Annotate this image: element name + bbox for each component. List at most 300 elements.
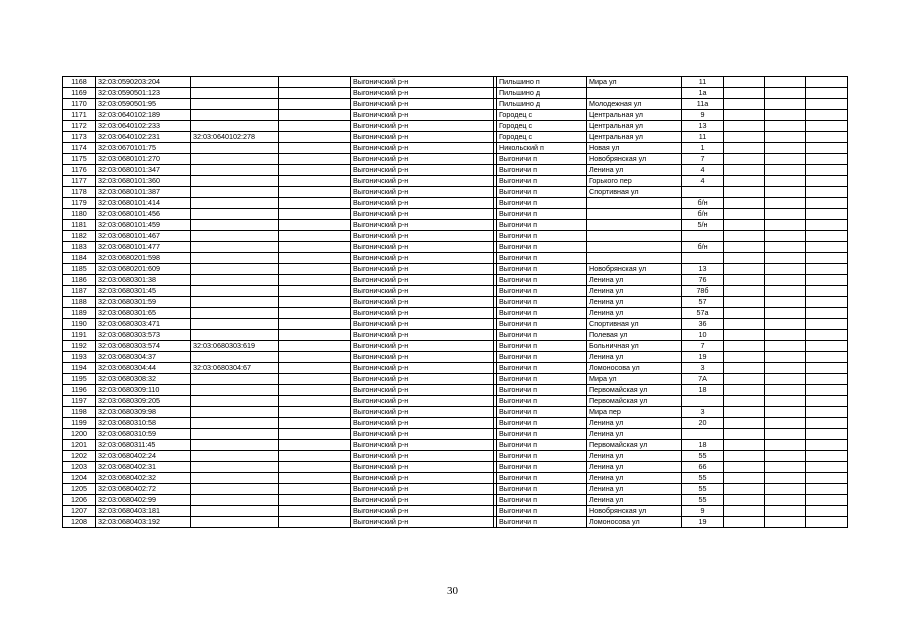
cell-row-number: 1182 [63,231,96,242]
cell-district: Выгоничский р-н [351,297,494,308]
cell-extra-col-3 [806,88,848,99]
cell-linked-cadastral-number [191,385,279,396]
cell-row-number: 1183 [63,242,96,253]
cell-extra-col-2 [765,176,806,187]
cell-extra-col-3 [806,407,848,418]
cell-settlement: Выгоничи п [497,385,587,396]
cell-street [587,198,682,209]
cell-district: Выгоничский р-н [351,484,494,495]
cell-settlement: Выгоничи п [497,187,587,198]
table-row [63,77,848,88]
table-row [63,341,848,352]
cell-settlement: Выгоничи п [497,341,587,352]
cell-blank-col [279,99,351,110]
cell-settlement: Выгоничи п [497,275,587,286]
cell-house-number [682,253,724,264]
cell-settlement: Выгоничи п [497,231,587,242]
cell-linked-cadastral-number [191,154,279,165]
cell-district: Выгоничский р-н [351,462,494,473]
cell-extra-col-3 [806,429,848,440]
cell-extra-col-3 [806,506,848,517]
cell-row-number: 1187 [63,286,96,297]
cell-street: Ленина ул [587,286,682,297]
cell-extra-col-1 [724,253,765,264]
cell-cadastral-number: 32:03:0680402:72 [96,484,191,495]
cell-cadastral-number: 32:03:0590501:95 [96,99,191,110]
cell-house-number: 55 [682,484,724,495]
cell-cadastral-number: 32:03:0680402:24 [96,451,191,462]
cell-district: Выгоничский р-н [351,154,494,165]
cell-street: Мира ул [587,374,682,385]
cell-linked-cadastral-number [191,176,279,187]
cell-extra-col-2 [765,506,806,517]
cell-settlement: Выгоничи п [497,253,587,264]
cell-house-number: 57а [682,308,724,319]
cell-linked-cadastral-number [191,165,279,176]
cell-cadastral-number: 32:03:0680301:59 [96,297,191,308]
cell-linked-cadastral-number [191,99,279,110]
cell-settlement: Пильшино д [497,88,587,99]
cell-extra-col-1 [724,220,765,231]
cell-extra-col-2 [765,495,806,506]
cell-extra-col-1 [724,352,765,363]
cell-street [587,253,682,264]
cell-blank-col [279,77,351,88]
cell-street: Ленина ул [587,275,682,286]
cell-blank-col [279,154,351,165]
cell-cadastral-number: 32:03:0680303:471 [96,319,191,330]
cell-extra-col-3 [806,231,848,242]
cell-linked-cadastral-number [191,209,279,220]
table-row [63,440,848,451]
table-row [63,88,848,99]
cell-district: Выгоничский р-н [351,209,494,220]
cell-house-number: 7А [682,374,724,385]
cell-extra-col-1 [724,440,765,451]
cell-district: Выгоничский р-н [351,242,494,253]
cell-extra-col-1 [724,187,765,198]
cell-extra-col-2 [765,88,806,99]
cell-extra-col-2 [765,385,806,396]
cell-cadastral-number: 32:03:0680101:456 [96,209,191,220]
cell-house-number: 4 [682,176,724,187]
cell-row-number: 1177 [63,176,96,187]
cell-linked-cadastral-number [191,308,279,319]
cell-settlement: Выгоничи п [497,209,587,220]
cell-cadastral-number: 32:03:0680101:467 [96,231,191,242]
cell-settlement: Выгоничи п [497,352,587,363]
cell-district: Выгоничский р-н [351,418,494,429]
cell-linked-cadastral-number [191,473,279,484]
cell-district: Выгоничский р-н [351,506,494,517]
cell-linked-cadastral-number [191,396,279,407]
cell-cadastral-number: 32:03:0680101:477 [96,242,191,253]
registry-table [62,76,848,528]
cell-linked-cadastral-number: 32:03:0680303:619 [191,341,279,352]
cell-street: Центральная ул [587,121,682,132]
cell-linked-cadastral-number [191,462,279,473]
cell-house-number: 3 [682,407,724,418]
cell-extra-col-2 [765,253,806,264]
cell-street: Мира ул [587,77,682,88]
cell-house-number: 11а [682,99,724,110]
cell-street: Новобрянская ул [587,506,682,517]
cell-cadastral-number: 32:03:0680101:270 [96,154,191,165]
table-row [63,220,848,231]
cell-extra-col-1 [724,121,765,132]
cell-extra-col-1 [724,330,765,341]
cell-extra-col-3 [806,517,848,528]
cell-extra-col-3 [806,275,848,286]
cell-row-number: 1169 [63,88,96,99]
cell-extra-col-1 [724,286,765,297]
table-row [63,319,848,330]
cell-extra-col-2 [765,286,806,297]
cell-extra-col-3 [806,132,848,143]
cell-settlement: Выгоничи п [497,473,587,484]
cell-row-number: 1172 [63,121,96,132]
cell-house-number: 13 [682,121,724,132]
cell-street: Ленина ул [587,495,682,506]
cell-house-number: 9 [682,506,724,517]
cell-row-number: 1191 [63,330,96,341]
cell-cadastral-number: 32:03:0590203:204 [96,77,191,88]
cell-extra-col-1 [724,495,765,506]
cell-extra-col-3 [806,374,848,385]
cell-street [587,209,682,220]
cell-settlement: Городец с [497,132,587,143]
table-row [63,198,848,209]
cell-street: Первомайская ул [587,440,682,451]
cell-blank-col [279,462,351,473]
cell-extra-col-2 [765,462,806,473]
cell-settlement: Выгоничи п [497,220,587,231]
cell-street: Ленина ул [587,473,682,484]
cell-street: Центральная ул [587,110,682,121]
cell-cadastral-number: 32:03:0680402:32 [96,473,191,484]
cell-extra-col-2 [765,484,806,495]
cell-extra-col-1 [724,517,765,528]
cell-house-number: 20 [682,418,724,429]
cell-row-number: 1179 [63,198,96,209]
table-row [63,264,848,275]
cell-district: Выгоничский р-н [351,451,494,462]
cell-extra-col-1 [724,110,765,121]
cell-extra-col-1 [724,209,765,220]
cell-house-number: 18 [682,385,724,396]
cell-extra-col-1 [724,264,765,275]
cell-extra-col-3 [806,165,848,176]
table-row [63,352,848,363]
cell-extra-col-3 [806,418,848,429]
cell-linked-cadastral-number [191,88,279,99]
cell-cadastral-number: 32:03:0680301:38 [96,275,191,286]
cell-street: Новая ул [587,143,682,154]
cell-settlement: Пильшино п [497,77,587,88]
cell-house-number: 66 [682,462,724,473]
cell-row-number: 1193 [63,352,96,363]
cell-linked-cadastral-number [191,77,279,88]
cell-house-number: 19 [682,352,724,363]
cell-street: Больничная ул [587,341,682,352]
cell-row-number: 1173 [63,132,96,143]
cell-extra-col-3 [806,121,848,132]
table-row [63,99,848,110]
cell-house-number: 36 [682,319,724,330]
cell-blank-col [279,143,351,154]
cell-extra-col-1 [724,99,765,110]
cell-district: Выгоничский р-н [351,143,494,154]
cell-street [587,231,682,242]
cell-extra-col-1 [724,506,765,517]
cell-house-number: 9 [682,110,724,121]
cell-district: Выгоничский р-н [351,352,494,363]
cell-extra-col-2 [765,165,806,176]
cell-street: Ленина ул [587,484,682,495]
cell-district: Выгоничский р-н [351,264,494,275]
cell-extra-col-1 [724,165,765,176]
cell-row-number: 1195 [63,374,96,385]
cell-row-number: 1206 [63,495,96,506]
cell-district: Выгоничский р-н [351,341,494,352]
cell-district: Выгоничский р-н [351,121,494,132]
cell-street [587,88,682,99]
page-number: 30 [447,585,458,597]
cell-linked-cadastral-number [191,297,279,308]
cell-cadastral-number: 32:03:0680301:65 [96,308,191,319]
cell-row-number: 1171 [63,110,96,121]
cell-house-number [682,396,724,407]
cell-linked-cadastral-number [191,451,279,462]
cell-extra-col-2 [765,451,806,462]
cell-house-number: 7 [682,341,724,352]
cell-district: Выгоничский р-н [351,440,494,451]
cell-street: Мира пер [587,407,682,418]
cell-district: Выгоничский р-н [351,176,494,187]
cell-district: Выгоничский р-н [351,517,494,528]
cell-cadastral-number: 32:03:0680308:32 [96,374,191,385]
cell-extra-col-3 [806,154,848,165]
cell-street: Ленина ул [587,462,682,473]
cell-linked-cadastral-number: 32:03:0680304:67 [191,363,279,374]
cell-cadastral-number: 32:03:0680101:387 [96,187,191,198]
cell-settlement: Выгоничи п [497,176,587,187]
cell-street: Ленина ул [587,297,682,308]
cell-house-number: 18 [682,440,724,451]
cell-extra-col-2 [765,132,806,143]
cell-settlement: Выгоничи п [497,165,587,176]
cell-extra-col-2 [765,440,806,451]
cell-row-number: 1197 [63,396,96,407]
table-row [63,407,848,418]
cell-cadastral-number: 32:03:0680309:98 [96,407,191,418]
cell-row-number: 1186 [63,275,96,286]
cell-extra-col-1 [724,143,765,154]
table-row [63,473,848,484]
cell-extra-col-3 [806,330,848,341]
cell-settlement: Выгоничи п [497,418,587,429]
cell-house-number: 7 [682,154,724,165]
cell-cadastral-number: 32:03:0680309:110 [96,385,191,396]
cell-settlement: Выгоничи п [497,319,587,330]
cell-row-number: 1201 [63,440,96,451]
cell-house-number: 11 [682,77,724,88]
cell-cadastral-number: 32:03:0640102:231 [96,132,191,143]
cell-extra-col-1 [724,418,765,429]
cell-house-number: 3 [682,363,724,374]
cell-extra-col-3 [806,253,848,264]
cell-house-number: 55 [682,473,724,484]
cell-extra-col-2 [765,154,806,165]
cell-row-number: 1190 [63,319,96,330]
cell-district: Выгоничский р-н [351,429,494,440]
cell-cadastral-number: 32:03:0680304:44 [96,363,191,374]
cell-blank-col [279,407,351,418]
cell-linked-cadastral-number [191,220,279,231]
cell-extra-col-3 [806,440,848,451]
cell-extra-col-2 [765,231,806,242]
table-row [63,132,848,143]
cell-district: Выгоничский р-н [351,495,494,506]
cell-blank-col [279,165,351,176]
cell-blank-col [279,319,351,330]
cell-street [587,220,682,231]
cell-cadastral-number: 32:03:0680301:45 [96,286,191,297]
cell-row-number: 1170 [63,99,96,110]
table-row [63,143,848,154]
cell-blank-col [279,187,351,198]
cell-house-number [682,429,724,440]
cell-street: Ленина ул [587,165,682,176]
cell-blank-col [279,253,351,264]
cell-house-number: 10 [682,330,724,341]
cell-extra-col-1 [724,484,765,495]
table-row [63,495,848,506]
cell-extra-col-1 [724,176,765,187]
cell-street: Спортивная ул [587,319,682,330]
cell-linked-cadastral-number [191,319,279,330]
cell-extra-col-2 [765,121,806,132]
cell-linked-cadastral-number [191,242,279,253]
cell-cadastral-number: 32:03:0680403:192 [96,517,191,528]
cell-district: Выгоничский р-н [351,330,494,341]
cell-district: Выгоничский р-н [351,363,494,374]
cell-blank-col [279,451,351,462]
cell-cadastral-number: 32:03:0680201:609 [96,264,191,275]
cell-row-number: 1200 [63,429,96,440]
cell-linked-cadastral-number: 32:03:0640102:278 [191,132,279,143]
cell-extra-col-2 [765,220,806,231]
cell-row-number: 1207 [63,506,96,517]
cell-cadastral-number: 32:03:0680101:347 [96,165,191,176]
cell-extra-col-1 [724,462,765,473]
cell-row-number: 1196 [63,385,96,396]
cell-street [587,242,682,253]
cell-settlement: Выгоничи п [497,396,587,407]
cell-street: Спортивная ул [587,187,682,198]
cell-blank-col [279,231,351,242]
cell-blank-col [279,209,351,220]
cell-extra-col-2 [765,374,806,385]
cell-blank-col [279,385,351,396]
cell-extra-col-3 [806,176,848,187]
cell-linked-cadastral-number [191,352,279,363]
cell-blank-col [279,198,351,209]
cell-blank-col [279,220,351,231]
cell-street: Новобрянская ул [587,154,682,165]
cell-extra-col-2 [765,341,806,352]
cell-blank-col [279,363,351,374]
cell-settlement: Выгоничи п [497,451,587,462]
cell-house-number: б/н [682,198,724,209]
cell-settlement: Выгоничи п [497,506,587,517]
cell-district: Выгоничский р-н [351,132,494,143]
cell-extra-col-2 [765,517,806,528]
table-row [63,297,848,308]
cell-district: Выгоничский р-н [351,385,494,396]
cell-settlement: Выгоничи п [497,198,587,209]
cell-row-number: 1204 [63,473,96,484]
cell-blank-col [279,506,351,517]
cell-extra-col-2 [765,297,806,308]
cell-blank-col [279,473,351,484]
cell-row-number: 1175 [63,154,96,165]
registry-table-body [63,77,848,528]
cell-blank-col [279,330,351,341]
cell-extra-col-3 [806,297,848,308]
cell-street: Молодежная ул [587,99,682,110]
cell-extra-col-3 [806,352,848,363]
cell-house-number: 1 [682,143,724,154]
cell-street: Ломоносова ул [587,517,682,528]
cell-extra-col-3 [806,396,848,407]
cell-blank-col [279,242,351,253]
cell-street: Первомайская ул [587,385,682,396]
cell-extra-col-3 [806,495,848,506]
cell-cadastral-number: 32:03:0680403:181 [96,506,191,517]
cell-cadastral-number: 32:03:0680310:59 [96,429,191,440]
cell-house-number: 55 [682,495,724,506]
table-row [63,253,848,264]
cell-extra-col-2 [765,110,806,121]
cell-settlement: Выгоничи п [497,154,587,165]
cell-linked-cadastral-number [191,198,279,209]
cell-row-number: 1188 [63,297,96,308]
cell-row-number: 1202 [63,451,96,462]
cell-extra-col-1 [724,451,765,462]
cell-settlement: Выгоничи п [497,286,587,297]
cell-row-number: 1198 [63,407,96,418]
cell-extra-col-3 [806,319,848,330]
cell-extra-col-1 [724,77,765,88]
table-row [63,429,848,440]
cell-settlement: Выгоничи п [497,429,587,440]
table-row [63,110,848,121]
cell-settlement: Пильшино д [497,99,587,110]
cell-district: Выгоничский р-н [351,319,494,330]
cell-cadastral-number: 32:03:0680303:573 [96,330,191,341]
table-row [63,462,848,473]
cell-cadastral-number: 32:03:0680402:99 [96,495,191,506]
cell-extra-col-2 [765,352,806,363]
cell-extra-col-3 [806,308,848,319]
cell-settlement: Выгоничи п [497,374,587,385]
cell-linked-cadastral-number [191,330,279,341]
cell-extra-col-2 [765,187,806,198]
table-row [63,418,848,429]
cell-row-number: 1189 [63,308,96,319]
cell-house-number: 78б [682,286,724,297]
